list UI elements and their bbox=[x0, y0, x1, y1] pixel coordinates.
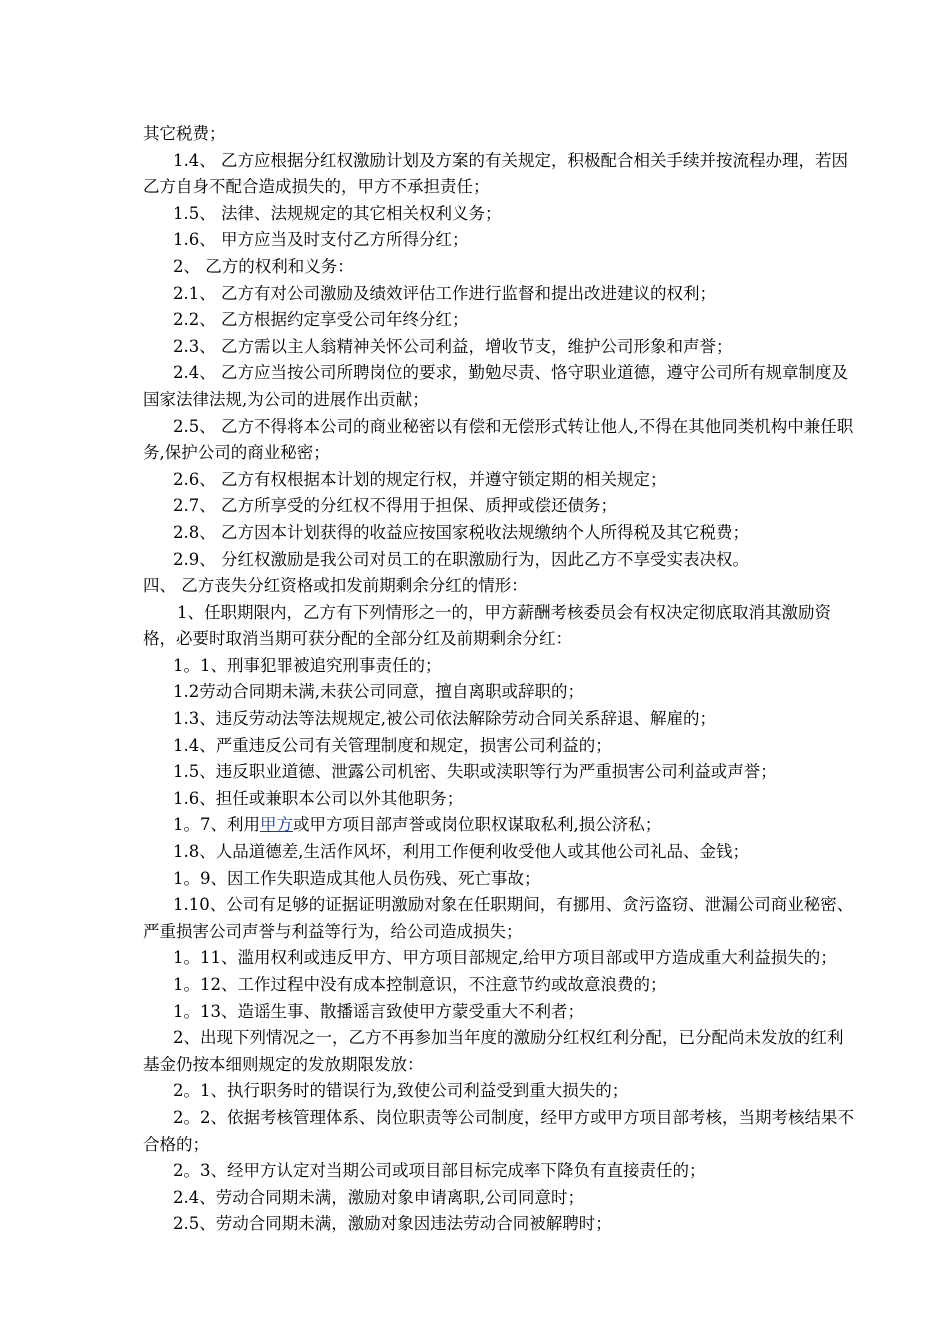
clause-4-1-3: 1.3、违反劳动法等法规规定,被公司依法解除劳动合同关系辞退、解雇的； bbox=[173, 709, 716, 729]
text-line: 其它税费； bbox=[143, 124, 226, 143]
clause-1-5: 1.5、 法律、法规规定的其它相关权利义务； bbox=[173, 203, 502, 223]
clause-2-2: 2.2、 乙方根据约定享受公司年终分红； bbox=[173, 310, 469, 330]
document-page bbox=[143, 121, 855, 1238]
clause-4-1-5: 1.5、违反职业道德、泄露公司机密、失职或渎职等行为严重损害公司利益或声誉； bbox=[173, 762, 777, 782]
clause-4-2-2: 2。2、依据考核管理体系、岗位职责等公司制度，经甲方或甲方项目部考核，当期考核结果不合格的； bbox=[143, 1107, 854, 1154]
clause-4-1-8: 1.8、人品道德差,生活作风坏，利用工作便利收受他人或其他公司礼品、金钱； bbox=[173, 842, 749, 862]
clause-1-4: 1.4、 乙方应根据分红权激励计划及方案的有关规定，积极配合相关手续并按流程办理，若因乙方自身不配合造成损失的，甲方不承担责任； bbox=[143, 150, 848, 197]
section-4-heading: 四、 乙方丧失分红资格或扣发前期剩余分红的情形： bbox=[143, 576, 528, 596]
clause-1-6: 1.6、 甲方应当及时支付乙方所得分红； bbox=[173, 230, 469, 250]
clause-4-2: 2、出现下列情况之一，乙方不再参加当年度的激励分红权红利分配，已分配尚未发放的红利基金仍按本细则规定的发放期限发放： bbox=[143, 1028, 844, 1074]
clause-4-1-7-prefix: 1。7、利用 bbox=[173, 815, 260, 835]
clause-4-2-4: 2.4、劳动合同期未满，激励对象申请离职,公司同意时； bbox=[173, 1187, 584, 1207]
clause-4-1-1: 1。1、刑事犯罪被追究刑事责任的； bbox=[173, 655, 442, 675]
clause-4-2-3: 2。3、经甲方认定对当期公司或项目部目标完成率下降负有直接责任的； bbox=[173, 1161, 706, 1181]
clause-4-1-13: 1。13、造谣生事、散播谣言致使甲方蒙受重大不利者； bbox=[173, 1001, 584, 1021]
clause-2-9: 2.9、 分红权激励是我公司对员工的在职激励行为，因此乙方不享受实表决权。 bbox=[173, 549, 749, 569]
clause-2-6: 2.6、 乙方有权根据本计划的规定行权，并遵守锁定期的相关规定； bbox=[173, 469, 667, 489]
clause-4-1-4: 1.4、严重违反公司有关管理制度和规定，损害公司利益的； bbox=[173, 735, 612, 755]
clause-2-8: 2.8、 乙方因本计划获得的收益应按国家税收法规缴纳个人所得税及其它税费； bbox=[173, 522, 749, 542]
clause-2-7: 2.7、 乙方所享受的分红权不得用于担保、质押或偿还债务； bbox=[173, 496, 617, 516]
clause-4-1-6: 1.6、担任或兼职本公司以外其他职务； bbox=[173, 788, 464, 808]
clause-2-5: 2.5、 乙方不得将本公司的商业秘密以有偿和无偿形式转让他人,不得在其他同类机构中兼任职务,保护公司的商业秘密； bbox=[143, 416, 854, 463]
clause-4-1-2: 1.2劳动合同期未满,未获公司同意，擅自离职或辞职的； bbox=[173, 682, 584, 702]
clause-2-4: 2.4、 乙方应当按公司所聘岗位的要求，勤勉尽责、恪守职业道德，遵守公司所有规章制度及国家法律法规,为公司的进展作出贡献； bbox=[143, 363, 848, 409]
section-2-heading: 2、 乙方的权利和义务： bbox=[173, 256, 354, 276]
clause-4-1-7-rest: 或甲方项目部声誉或岗位职权谋取私利,损公济私； bbox=[293, 815, 662, 835]
clause-4-1-11: 1。11、滥用权利或违反甲方、甲方项目部规定,给甲方项目部或甲方造成重大利益损失的； bbox=[173, 948, 837, 968]
clause-2-3: 2.3、 乙方需以主人翁精神关怀公司利益，增收节支，维护公司形象和声誉； bbox=[173, 336, 733, 356]
clause-4-1-10: 1.10、公司有足够的证据证明激励对象在任职期间，有挪用、贪污盗窃、泄漏公司商业秘密、严重损害公司声誉与利益等行为，给公司造成损失； bbox=[143, 895, 854, 941]
clause-4-1-9: 1。9、因工作失职造成其他人员伤残、死亡事故； bbox=[173, 868, 541, 888]
clause-2-1: 2.1、 乙方有对公司激励及绩效评估工作进行监督和提出改进建议的权利； bbox=[173, 283, 716, 303]
hyperlink-jiafang[interactable]: 甲方 bbox=[260, 815, 293, 835]
clause-4-2-1: 2。1、执行职务时的错误行为,致使公司利益受到重大损失的； bbox=[173, 1081, 629, 1101]
clause-4-1-12: 1。12、工作过程中没有成本控制意识，不注意节约或故意浪费的； bbox=[173, 975, 667, 994]
clause-4-1-7 bbox=[143, 812, 855, 839]
clause-4-2-5: 2.5、劳动合同期未满，激励对象因违法劳动合同被解聘时； bbox=[173, 1214, 612, 1234]
clause-4-1: 1、任职期限内，乙方有下列情形之一的，甲方薪酬考核委员会有权决定彻底取消其激励资格，必要时取消当期可获分配的全部分红及前期剩余分红： bbox=[143, 602, 831, 649]
